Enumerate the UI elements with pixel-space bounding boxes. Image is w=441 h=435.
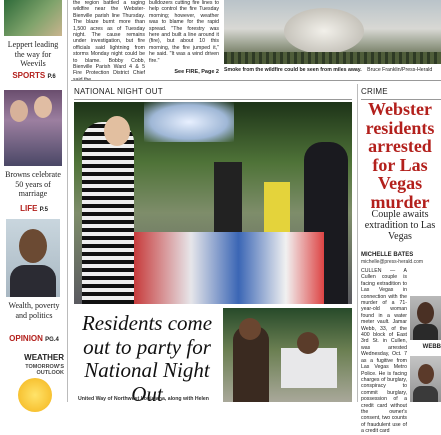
sports-section-name: SPORTS — [12, 71, 46, 80]
wildfire-caption-text: Smoke from the wildfire could be seen from miles away. — [224, 67, 362, 73]
feature-teaser-text: United Way of Northwest Louisiana, along with Helen — [78, 396, 209, 402]
crime-deck: Couple awaits extradition to Las Vegas — [364, 209, 436, 242]
sports-section-label[interactable] — [2, 71, 66, 80]
opinion-page-ref: PG.4 — [45, 337, 59, 343]
life-page-ref: P.5 — [39, 207, 48, 213]
leppert-photo[interactable] — [4, 0, 62, 36]
browns-couple-photo[interactable] — [4, 90, 62, 166]
crime-byline-email[interactable]: michelle@press-herald.com — [361, 259, 424, 265]
crime-column-divider — [357, 84, 358, 402]
wildfire-photo-caption — [224, 67, 441, 73]
left-rail — [0, 0, 68, 402]
crime-story-body: CULLEN — A Cullen couple is facing extradition to Las Vegas in connection with the murder of a 71-year-old woman found in a water meter vault. Jamar Webb, 33, of the 400 block of East 3rd St. in Cullen, was arrested Wednesday, Oct. 7 as a fugitive from Las Vegas Metro Police. He is facing charges of burglary, conspiracy to commit burglary, possession of a credit card without the owner's consent, two counts of fraudulent use of a credit card — [361, 268, 407, 435]
second-suspect-mugshot[interactable] — [410, 356, 441, 402]
crime-kicker: CRIME — [361, 87, 388, 96]
national-night-out-second-photo[interactable] — [223, 308, 352, 402]
feature-kicker-rule — [74, 99, 352, 100]
weather-label[interactable]: WEATHER — [24, 353, 64, 362]
opinion-section-label[interactable] — [2, 334, 66, 343]
webb-mugshot-label: WEBB — [422, 344, 441, 350]
wildfire-smoke-photo[interactable] — [224, 0, 441, 64]
crime-headline[interactable]: Webster residents arrested for Las Vegas murder — [365, 99, 435, 212]
feature-kicker: NATIONAL NIGHT OUT — [74, 87, 163, 96]
crime-byline: MICHELLE BATES — [361, 252, 414, 258]
opinion-section-name: OPINION — [9, 334, 43, 343]
national-night-out-main-photo[interactable] — [74, 102, 352, 304]
sun-icon — [18, 378, 52, 412]
top-strip-divider — [71, 80, 441, 81]
sports-page-ref: P.6 — [47, 74, 56, 80]
feature-headline[interactable]: Residents come out to party for National Night Out — [81, 311, 213, 406]
fire-story-col1: the region battled a raging wildfire near the Webster-Bienville parish line Thursday. The blaze burnt more than 1,500 acres as of Tuesday night. The cause remains under investigation, but fire officials said lightning from storms Monday night could be to blame. Bobby Cobb, Bienville Parish Ward 4 & 5 Fire Protection District Chief — [73, 0, 145, 77]
fire-jump-link[interactable]: See FIRE, Page 2 — [174, 69, 219, 75]
webb-mugshot[interactable] — [410, 296, 441, 340]
life-section-label[interactable] — [2, 204, 66, 213]
life-teaser-caption[interactable]: Browns celebrate 50 years of marriage — [5, 170, 61, 198]
fire-story-col2: bulldozers cutting fire lines to help control the fire Tuesday morning; however, weather was to blame for the rapid spread. "The forestry was here and built a line around it (fire), but about 10 this morning, the fire jumped it," he said. "It was a wind driven fire." — [149, 0, 219, 64]
opinion-teaser-caption[interactable]: Wealth, poverty and politics — [8, 301, 60, 320]
life-section-name: LIFE — [20, 204, 38, 213]
sports-teaser-caption[interactable]: Leppert leading the way for Weevils — [7, 40, 59, 68]
weather-sublabel: TOMORROW'S OUTLOOK — [25, 364, 64, 376]
columnist-photo[interactable] — [6, 219, 60, 297]
wildfire-photo-credit: Bruce Franklin/Press-Herald — [367, 67, 433, 73]
